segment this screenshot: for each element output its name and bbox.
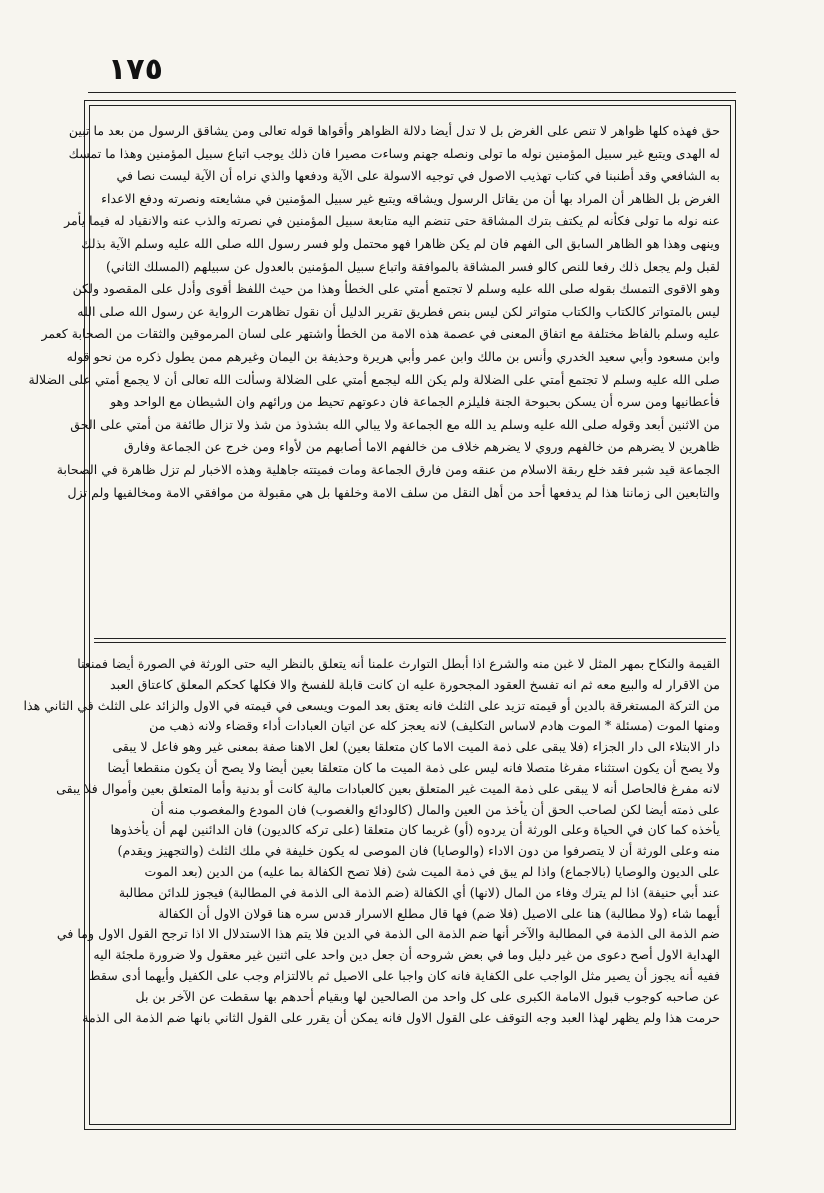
top-rule <box>88 92 736 93</box>
main-text-line: الغرض بل الظاهر أن المراد بها أن من يقاتل الرسول ويشاقه ويتبع غير سبيل المؤمنين في مشايعته ونصرته ودفع الاعداء <box>101 190 720 206</box>
section-divider <box>94 638 726 639</box>
commentary-text-line: ومنها الموت (مسئلة * الموت هادم لاساس التكليف) لانه يعجز كله عن اتيان العبادات أداء وقضاء ولانه ذهب من <box>149 718 720 734</box>
commentary-text-line: على ذمته أيضا لكن لصاحب الحق أن يأخذ من العين والمال (كالودائع والغصوب) فان المودع والمغصوب منه أن <box>151 801 720 817</box>
commentary-text <box>23 654 720 1110</box>
main-text-line: ظاهرين لا يضرهم من خالفهم وروي لا يضرهم خلاف من خالفهم الاما أصابهم من لأواء ومن خرج عن الجماعة وفارق <box>124 439 720 455</box>
main-text-line: فأعطانيها ومن سره أن يسكن بحبوحة الجنة فليلزم الجماعة فان دعوتهم تحيط من ورائهم وان الشيطان مع الواحد وهو <box>110 394 720 410</box>
main-text-line: وابن مسعود وأبي سعيد الخدري وأنس بن مالك وابن عمر وأبي هريرة وحذيفة بن اليمان وغيرهم ممن يطول ذكره من نحو قوله <box>66 348 720 364</box>
commentary-text-line: منه وعلى الورثة أن لا يتصرفوا من دون الاداء (والوصايا) فان الموصى له يكون خليفة في ملك الثلث (والتجهيز ويقدم) <box>117 843 720 859</box>
commentary-text-line: دار الابتلاء الى دار الجزاء (فلا يبقى على ذمة الميت الاما كان متعلقا بعين) لعل الاهنا صفة بمعنى غير وهو فاعل لا يبقى <box>112 739 720 755</box>
main-text-line: عنه نوله ما تولى فكأنه لم يكتف بترك المشاقة حتى تنضم اليه متابعة سبيل المؤمنين في نصرته والذب عنه والانقياد له فيما يأمر <box>64 213 720 229</box>
main-text-line: لقبل ولم يجعل ذلك رفعا للنص كالو فسر المشاقة بالموافقة واتباع سبيل المؤمنين بالعدول عن سبيلهم (المسلك الثاني) <box>105 258 720 274</box>
commentary-text-line: عند أبي حنيفة) اذا لم يترك وفاء من المال (لانها) أي الكفالة (ضم الذمة الى الذمة في المطالبة) فيجوز للدائن مطالبة <box>118 884 720 900</box>
commentary-text-line: يأخذه كما كان في الحياة وعلى الورثة أن يردوه (أو) غريما كان متعلقا (على تركه كالديون) فان الدائنين لهم أن يأخذوها <box>110 822 720 838</box>
commentary-text-line: من الاقرار له والبيع معه ثم انه تفسخ العقود المجحورة عليه ان كانت قابلة للفسخ والا فكلها كحكم المعلق كاعتاق العبد <box>109 676 720 692</box>
main-text-line: وهو الاقوى التمسك بقوله صلى الله عليه وسلم لا تجتمع أمتي على الخطأ وهذا من حيث اللفظ أقوى وأدل على المقصود ولكن <box>72 281 720 297</box>
main-text-line: عليه وسلم بالفاظ مختلفة مع اتفاق المعنى في عصمة هذه الامة من الخطأ واشتهر على لسان المرموقين والثقات من الصحابة كعمر <box>41 326 720 342</box>
main-text-line: الجماعة قيد شبر فقد خلع ربقة الاسلام من عنقه ومن فارق الجماعة ومات فميتته جاهلية وهذه الاخبار لم تزل ظاهرة في الصحابة <box>56 461 720 477</box>
main-text-line: صلى الله عليه وسلم لا تجتمع أمتي على الضلالة ولم يكن الله ليجمع أمتي على الضلالة وسألت الله تعالى أن لا يجمع أمتي على الضلالة <box>28 371 720 387</box>
commentary-text-line: الهداية الاول أصح دعوى من غير دليل وما في بعض شروحه أن جعل دين واحد على اثنين غير معقول ولا ضرورة ملجئة اليه <box>93 947 720 963</box>
commentary-text-line: ولا يصح أن يكون استثناء مفرغا متصلا فانه ليس على ذمة الميت ما كان متعلقا بعين أيضا ولا يصح أن يكون منقطعا أيضا <box>107 759 720 775</box>
commentary-text-line: حرمت هذا ولم يظهر لهذا العبد وجه التوقف على القول الاول فانه يمكن أن يقرر على القول الثاني بانها ضم الذمة الى الذمة <box>82 1009 720 1025</box>
commentary-text-line: لانه مفرغ فالحاصل أنه لا يبقى على ذمة الميت غير المتعلق بعين كالعبادات مالية كانت أو بدنية وأما المتعلق بعين وأموال فلا يبقى <box>56 780 720 796</box>
commentary-text-line: عن صاحبه كوجوب قبول الامامة الكبرى على كل واحد من الصالحين لها وبقيام أحدهم بها سقطت عن الآخر بن بل <box>135 988 720 1004</box>
page-frame <box>23 100 736 1130</box>
commentary-text-line: ضم الذمة الى الذمة في المطالبة والآخر أنها ضم الذمة الى الذمة في الدين فلا يتم هذا الاستدلال الا اذا ترجح القول الاول وما في <box>56 926 720 942</box>
main-text-line: حق فهذه كلها ظواهر لا تنص على الغرض بل لا تدل أيضا دلالة الظواهر وأقواها قوله تعالى ومن يشاقق الرسول من بعد ما تبين <box>68 123 720 138</box>
commentary-text-line: أيهما شاء (ولا مطالبة) هنا على الاصيل (فلا ضم) فها قال مطلع الاسرار قدس سره هنا قولان الاول أن الكفالة <box>158 905 720 921</box>
commentary-text-line: على الديون والوصايا (بالاجماع) واذا لم يبق في ذمة الميت شئ (فلا تصح الكفالة بما عليه) من الدين (بعد الموت <box>144 863 720 879</box>
main-text-line: من الاثنين أبعد وقوله صلى الله عليه وسلم يد الله مع الجماعة ولا يبالي الله بشذوذ من شذ ولا تزال طائفة من أمتي على الحق <box>70 416 720 432</box>
commentary-text-line: ففيه أنه يجوز أن يصير مثل الواجب على الكفاية فانه كان واجبا على الاصيل ثم بالالتزام وجب على الكفيل وأيهما أدى سقط <box>88 967 720 983</box>
commentary-text-line: من التركة المستغرقة بالدين أو قيمته تزيد على الثلث فانه يعتق بعد الموت ويسعى في قيمته في الاول والزائد على الثلث في الثاني هذا <box>23 697 720 713</box>
main-text-line: والتابعين الى زماننا هذا لم يدفعها أحد من أهل النقل من سلف الامة وخلفها بل هي مقبولة من موافقي الامة ومخالفيها ولم تزل <box>67 484 720 500</box>
main-text <box>28 120 720 628</box>
page-frame-inner <box>23 105 731 1125</box>
section-divider-second <box>94 642 726 643</box>
page-number: ١٧٥ <box>108 52 163 87</box>
main-text-line: ليس بالمتواتر كالكتاب والكتاب متواتر لكن ليس بنص فطريق تقرير الدليل أن نقول تظاهرت الرواية عن رسول الله صلى الله <box>77 303 720 319</box>
main-text-line: به الشافعي وقد أطنبنا في كتاب تهذيب الاصول في توجيه الاسولة على الآية ودفعها والذي نراه أن الآية ليست نصا في <box>116 168 720 184</box>
main-text-line: وينهى وهذا هو الظاهر السابق الى الفهم فان لم يكن ظاهرا فهو محتمل ولو فسر رسول الله صلى الله عليه وسلم الآية بذلك <box>81 235 720 251</box>
commentary-text-line: القيمة والنكاح بمهر المثل لا غبن منه والشرع اذا أبطل التوارث علمنا أنه يتعلق بالنظر اليه حتى الورثة في الصورة أيضا فمنعنا <box>77 656 720 671</box>
main-text-line: له الهدى ويتبع غير سبيل المؤمنين نوله ما تولى ونصله جهنم وساءت مصيرا فان ذلك يوجب اتباع سبيل المؤمنين وهذا ما تمسك <box>68 145 720 161</box>
